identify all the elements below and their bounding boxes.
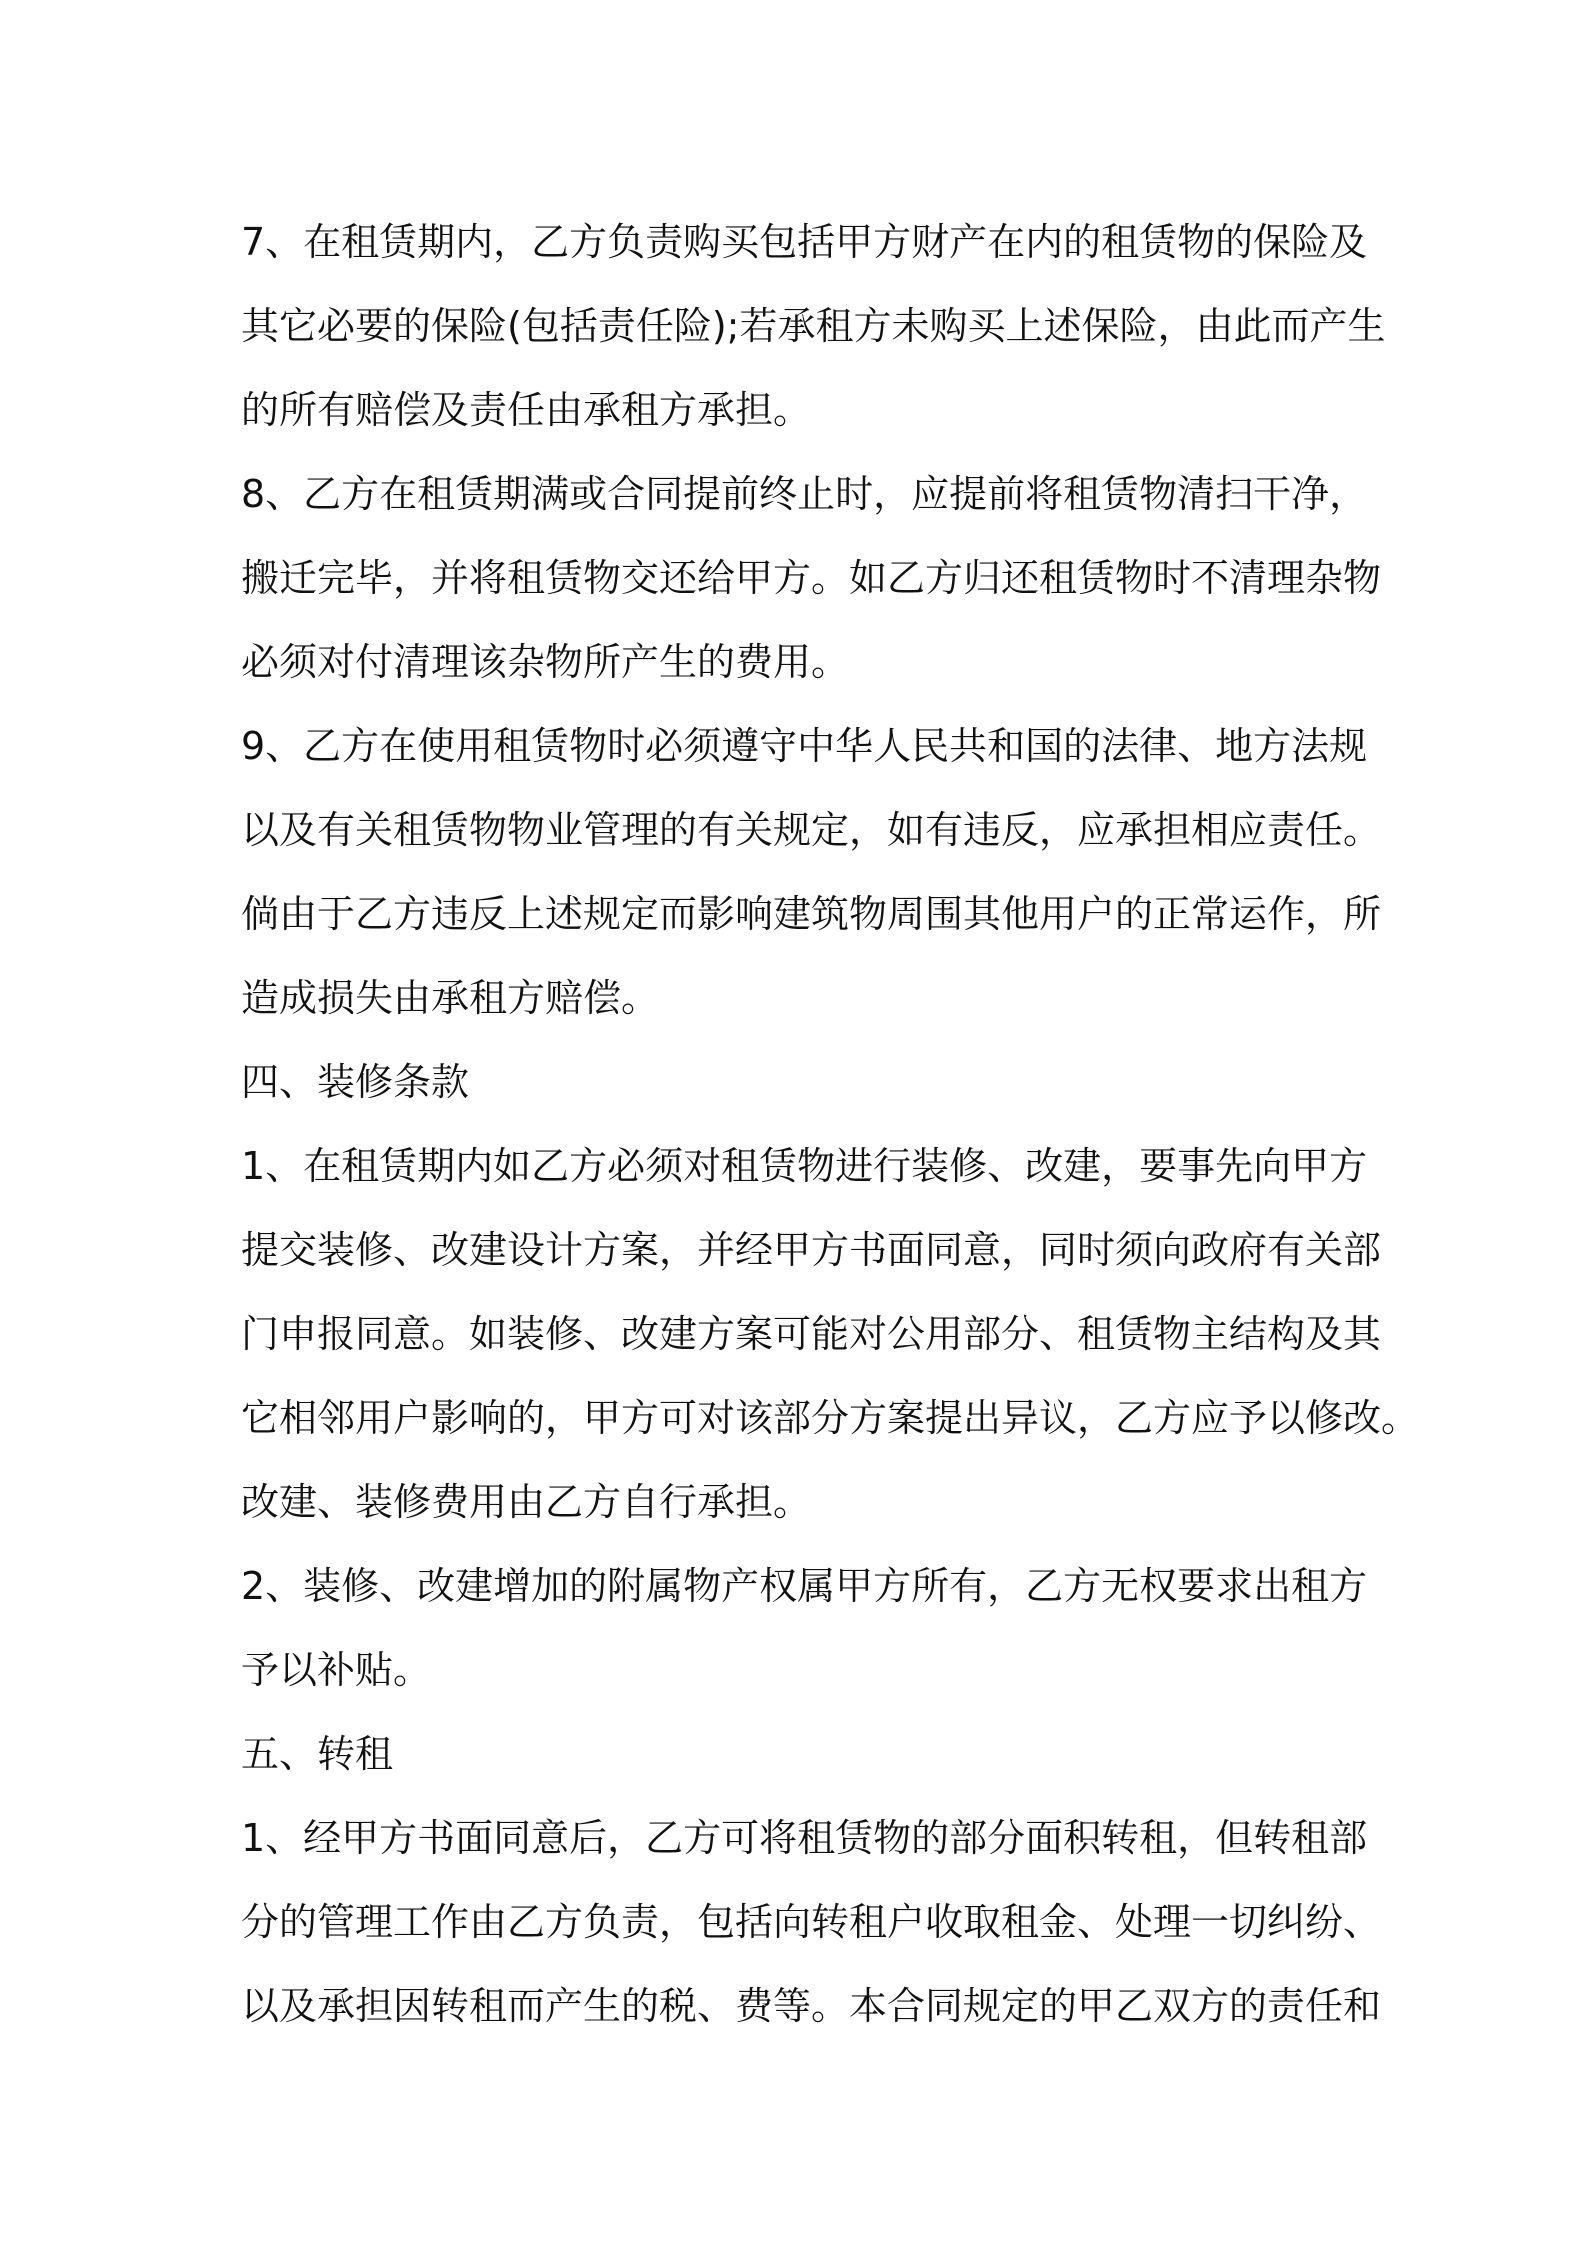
text-line: 1、经甲方书面同意后，乙方可将租赁物的部分面积转租，但转租部 bbox=[241, 1816, 1368, 1860]
text-line: 它相邻用户影响的，甲方可对该部分方案提出异议，乙方应予以修改。 bbox=[241, 1396, 1420, 1440]
text-line: 搬迁完毕，并将租赁物交还给甲方。如乙方归还租赁物时不清理杂物 bbox=[241, 556, 1382, 600]
text-line: 倘由于乙方违反上述规定而影响建筑物周围其他用户的正常运作，所 bbox=[241, 892, 1382, 936]
text-line: 以及承担因转租而产生的税、费等。本合同规定的甲乙双方的责任和 bbox=[241, 1984, 1382, 2028]
section-heading: 五、转租 bbox=[241, 1732, 394, 1776]
text-line: 予以补贴。 bbox=[241, 1648, 432, 1692]
text-line: 分的管理工作由乙方负责，包括向转租户收取租金、处理一切纠纷、 bbox=[241, 1900, 1382, 1944]
text-line: 必须对付清理该杂物所产生的费用。 bbox=[241, 640, 850, 684]
text-line: 门申报同意。如装修、改建方案可能对公用部分、租赁物主结构及其 bbox=[241, 1312, 1382, 1356]
text-line: 的所有赔偿及责任由承租方承担。 bbox=[241, 388, 812, 432]
text-line: 9、乙方在使用租赁物时必须遵守中华人民共和国的法律、地方法规 bbox=[241, 724, 1368, 768]
document-body bbox=[241, 200, 1420, 2048]
text-line: 2、装修、改建增加的附属物产权属甲方所有，乙方无权要求出租方 bbox=[241, 1564, 1368, 1608]
text-line: 7、在租赁期内，乙方负责购买包括甲方财产在内的租赁物的保险及 bbox=[241, 220, 1368, 264]
section-heading: 四、装修条款 bbox=[241, 1060, 470, 1104]
text-line: 8、乙方在租赁期满或合同提前终止时，应提前将租赁物清扫干净， bbox=[241, 472, 1368, 516]
text-line: 其它必要的保险(包括责任险);若承租方未购买上述保险，由此而产生 bbox=[241, 304, 1386, 348]
text-line: 造成损失由承租方赔偿。 bbox=[241, 976, 660, 1020]
text-line: 1、在租赁期内如乙方必须对租赁物进行装修、改建，要事先向甲方 bbox=[241, 1144, 1368, 1188]
text-line: 改建、装修费用由乙方自行承担。 bbox=[241, 1480, 812, 1524]
text-line: 提交装修、改建设计方案，并经甲方书面同意，同时须向政府有关部 bbox=[241, 1228, 1382, 1272]
text-line: 以及有关租赁物物业管理的有关规定，如有违反，应承担相应责任。 bbox=[241, 808, 1382, 852]
